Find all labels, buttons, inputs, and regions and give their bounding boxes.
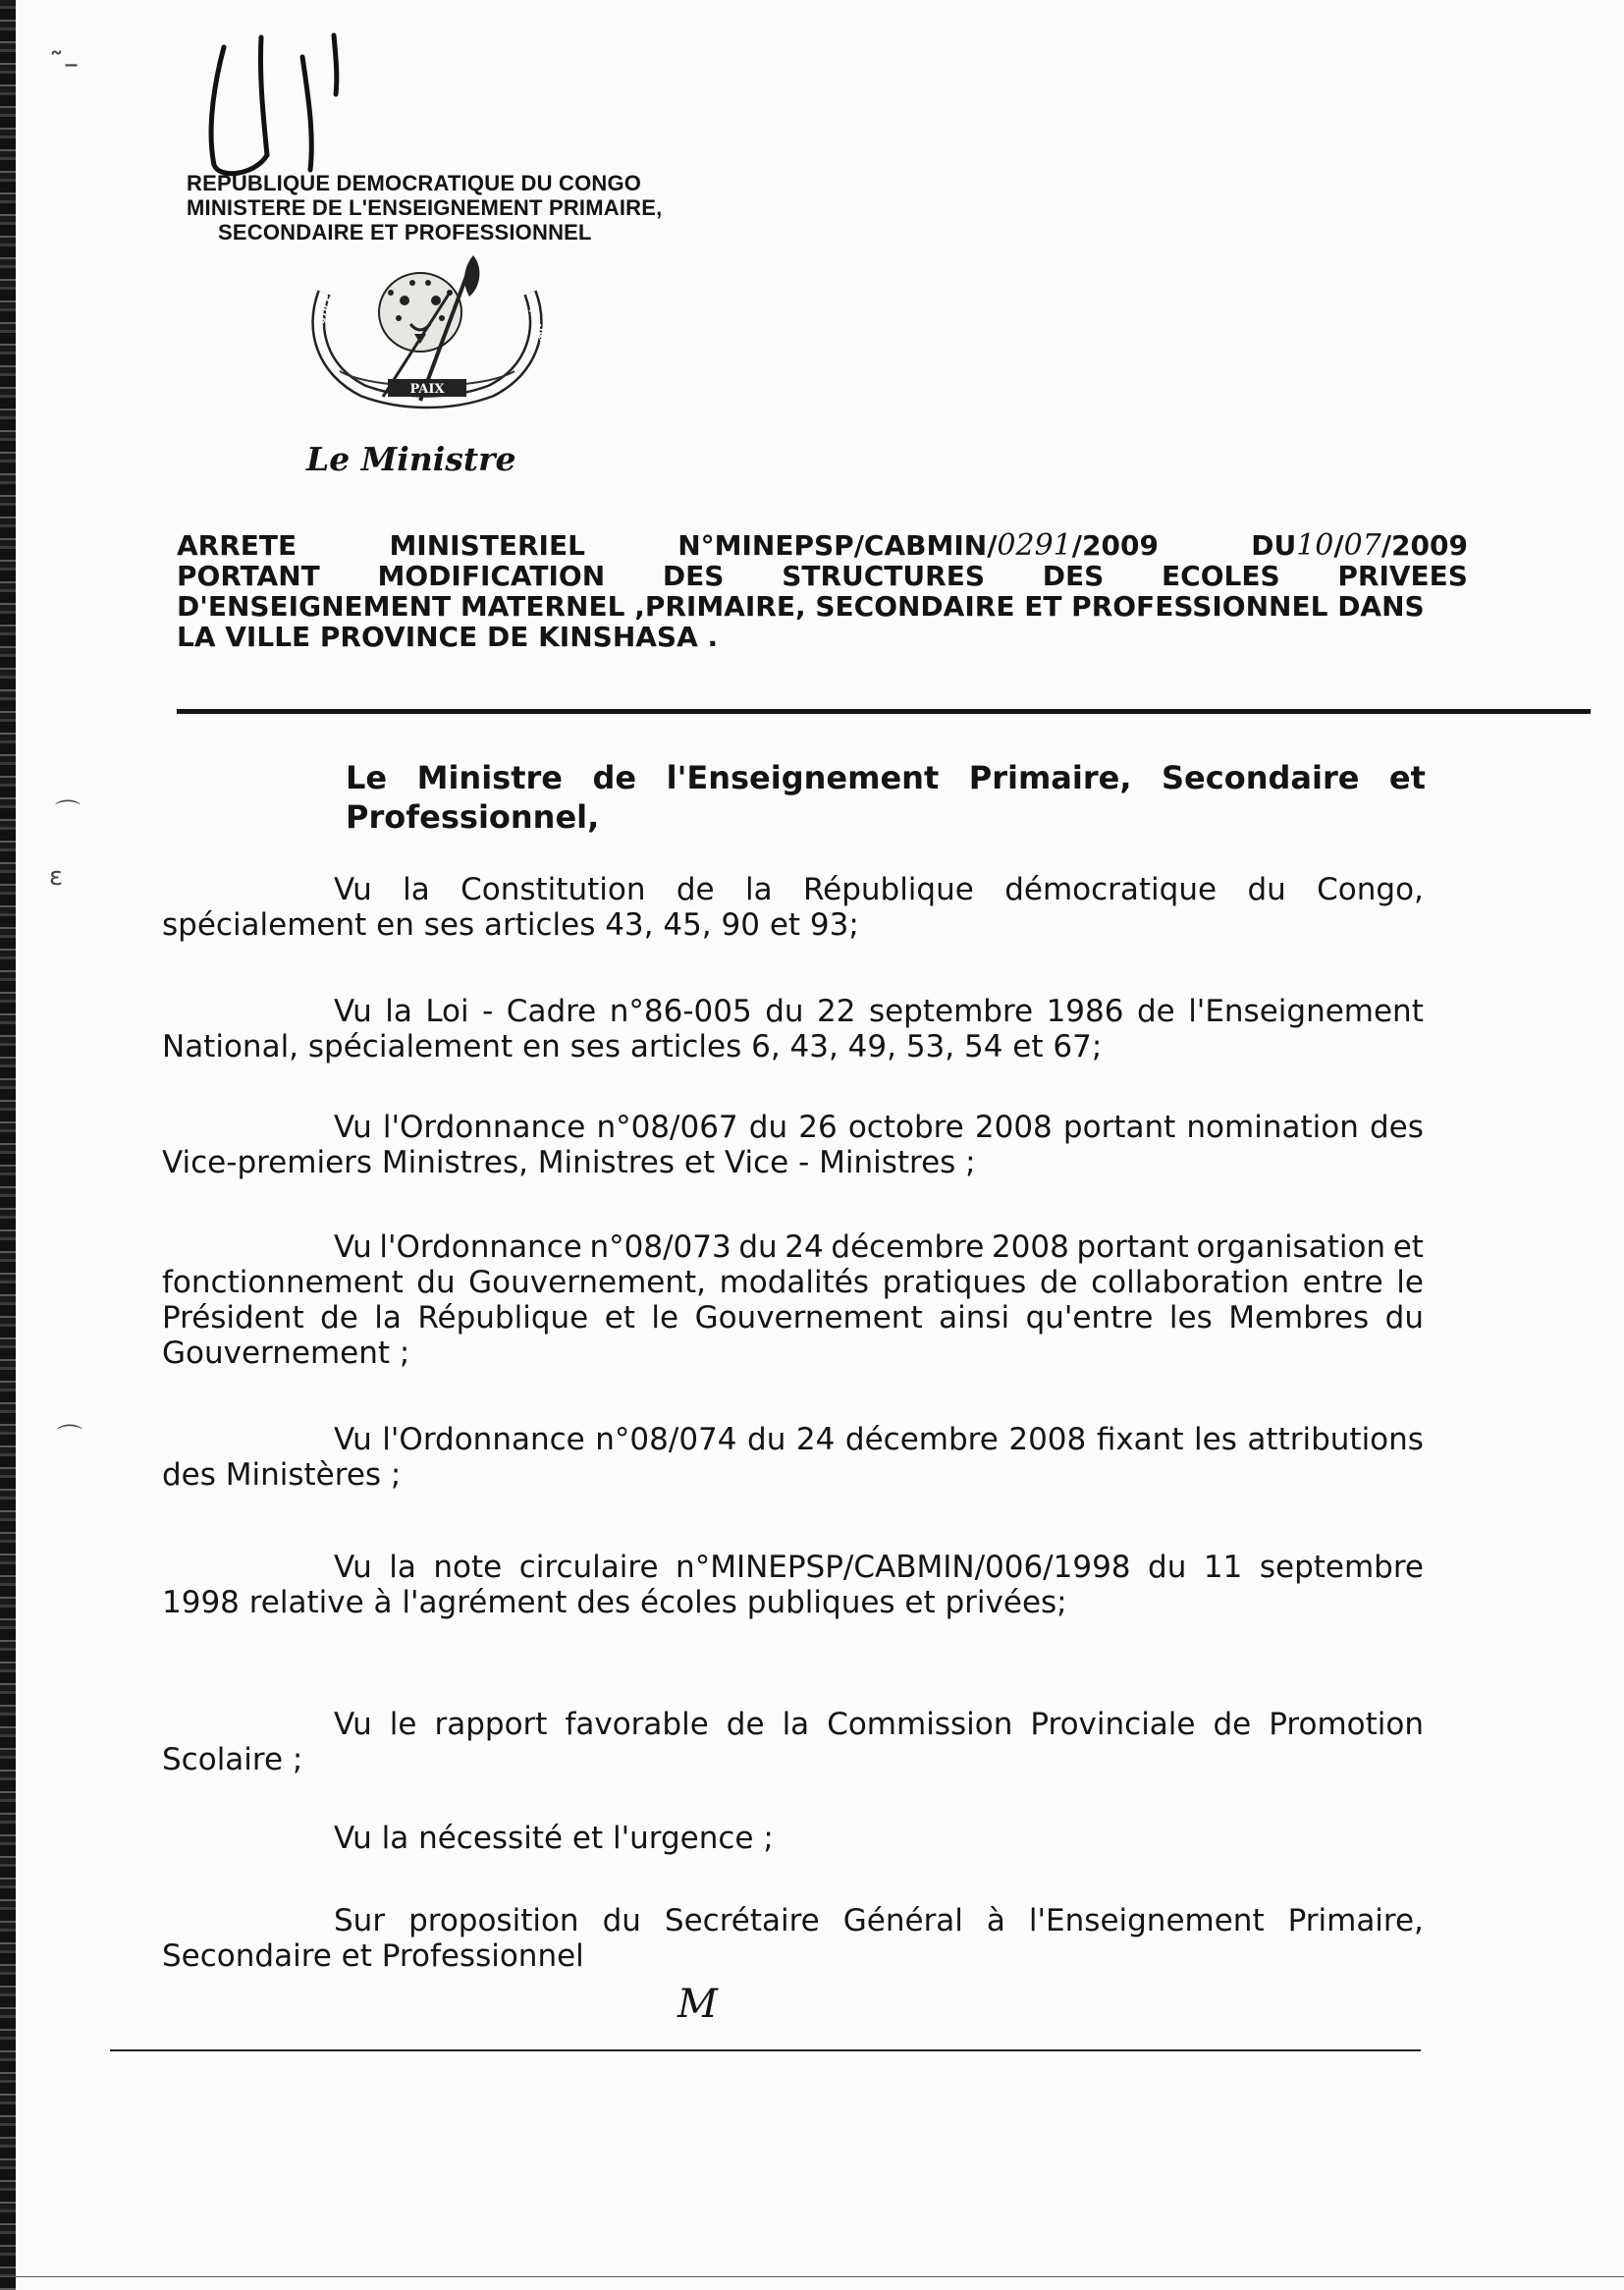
preamble-line-2: Professionnel,: [346, 798, 600, 836]
decree-word: PORTANT: [177, 560, 320, 592]
decree-heading: [177, 530, 1468, 652]
paragraph-line: 1998 relative à l'agrément des écoles publiques et privées;: [162, 1585, 1067, 1620]
handwritten-month: 07: [1343, 528, 1381, 563]
preamble-line-1: Le Ministre de l'Enseignement Primaire, Secondaire et: [346, 759, 1426, 796]
paragraph-line: Secondaire et Professionnel: [162, 1938, 584, 1974]
decree-line-3: D'ENSEIGNEMENT MATERNEL ,PRIMAIRE, SECONDAIRE ET PROFESSIONNEL DANS: [177, 590, 1425, 623]
paragraph-line: Vu la nécessité et l'urgence ;: [334, 1821, 774, 1856]
paragraph-line: Scolaire ;: [162, 1742, 303, 1777]
paragraph-line: National, spécialement en ses articles 6, 43, 49, 53, 54 et 67;: [162, 1029, 1103, 1064]
decree-word: PRIVEES: [1337, 560, 1468, 592]
paragraph-line: des Ministères ;: [162, 1457, 402, 1493]
decree-word: ARRETE: [177, 529, 298, 562]
coat-of-arms-leopard-icon: [304, 253, 550, 425]
minister-title: Le Ministre: [306, 440, 516, 478]
decree-date: DU10/07/2009: [1251, 528, 1468, 563]
margin-mark: ⌒: [57, 1424, 83, 1453]
margin-mark: ɛ: [49, 862, 64, 892]
emblem-motto-left: JUSTICE: [313, 295, 337, 336]
decree-word: DES: [1042, 560, 1105, 592]
paragraph-line: spécialement en ses articles 43, 45, 90 et 93;: [162, 907, 859, 943]
decree-line-1: [177, 530, 1468, 561]
emblem-motto-center: PAIX: [409, 382, 445, 397]
paragraph-ordonnance-067: Vu l'Ordonnance n°08/067 du 26 octobre 2008 portant nomination des Vice-premiers Ministres, Ministres et Vice - Ministres ;: [162, 1110, 1424, 1180]
paragraph-loi-cadre: Vu la Loi - Cadre n°86-005 du 22 septembre 1986 de l'Enseignement National, spécialement en ses articles 6, 43, 49, 53, 54 et 67;: [162, 994, 1424, 1064]
paragraph-rapport: Vu le rapport favorable de la Commission Provinciale de Promotion Scolaire ;: [162, 1707, 1424, 1777]
decree-word: ECOLES: [1162, 560, 1280, 592]
handwritten-day: 10: [1296, 528, 1334, 563]
handwritten-signature-icon: [187, 18, 383, 185]
decree-number: N°MINEPSP/CABMIN/0291/2009: [677, 528, 1159, 563]
preamble: [346, 758, 1426, 837]
emblem-motto-right: TRAVAIL: [525, 305, 549, 349]
letterhead-ministry-cont: SECONDAIRE ET PROFESSIONNEL: [218, 220, 592, 245]
paragraph-necessite: [162, 1821, 1424, 1856]
heading-divider: [177, 709, 1591, 714]
margin-mark: ˜–: [49, 47, 79, 82]
decree-word: MINISTERIEL: [389, 529, 585, 562]
paragraph-line: Gouvernement ;: [162, 1336, 410, 1371]
decree-word: STRUCTURES: [782, 560, 985, 592]
page-bottom-edge: [0, 2276, 1624, 2277]
decree-line-4: LA VILLE PROVINCE DE KINSHASA .: [177, 621, 719, 653]
paragraph-line: Vice-premiers Ministres, Ministres et Vice - Ministres ;: [162, 1145, 976, 1180]
paragraph-ordonnance-074: Vu l'Ordonnance n°08/074 du 24 décembre 2008 fixant les attributions des Ministères ;: [162, 1422, 1424, 1493]
letterhead-country: REPUBLIQUE DEMOCRATIQUE DU CONGO: [187, 171, 642, 195]
paragraph-constitution: Vu la Constitution de la République démocratique du Congo, spécialement en ses articles 43, 45, 90 et 93;: [162, 872, 1424, 943]
paragraph-ordonnance-073: Vu l'Ordonnance n°08/073 du 24 décembre 2008 portant organisation et fonctionnement du Gouvernement, modalités pratiques de collaboration entre le Président de la République et le Gouvernement ainsi qu'entre les Membres du Gouvernement ;: [162, 1229, 1424, 1371]
scan-edge-shadow: [0, 0, 16, 2290]
paragraph-proposition: Sur proposition du Secrétaire Général à l'Enseignement Primaire, Secondaire et Professionnel: [162, 1903, 1424, 1974]
handwritten-initials: M: [677, 1982, 718, 2027]
letterhead: [187, 171, 736, 245]
margin-mark: ⌒: [55, 799, 81, 829]
decree-word: MODIFICATION: [377, 560, 606, 592]
decree-line-2: [177, 561, 1468, 591]
paragraph-note-circulaire: Vu la note circulaire n°MINEPSP/CABMIN/006/1998 du 11 septembre 1998 relative à l'agrément des écoles publiques et privées;: [162, 1550, 1424, 1620]
decree-word: DES: [662, 560, 725, 592]
handwritten-number: 0291: [997, 528, 1072, 563]
footer-divider: [110, 2049, 1421, 2051]
letterhead-ministry: MINISTERE DE L'ENSEIGNEMENT PRIMAIRE,: [187, 195, 663, 220]
